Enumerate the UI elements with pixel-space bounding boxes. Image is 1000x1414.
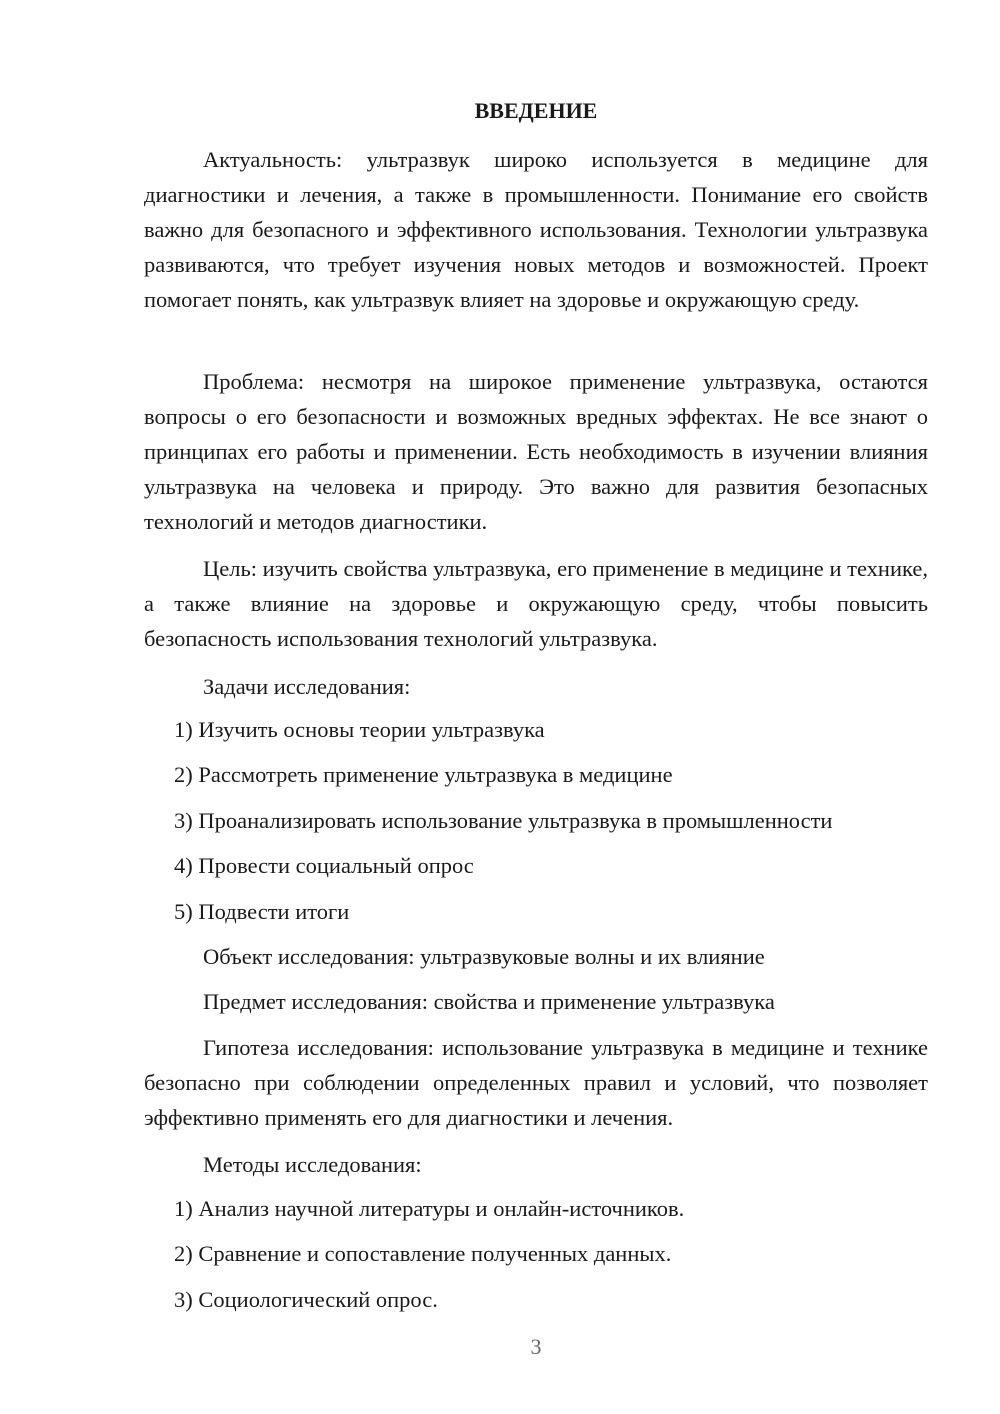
tasks-heading: Задачи исследования:: [203, 674, 411, 699]
problem-paragraph: Проблема: несмотря на широкое применение ультразвука, остаются вопросы о его безопасности и возможных вредных эффектах. Не все знают о принципах его работы и применении. Есть необходимость в изучении влияния ультразвука на человека и природу. Это важно для развития безопасных технологий и методов диагностики.: [144, 369, 928, 534]
methods-heading: Методы исследования:: [203, 1152, 422, 1177]
research-subject: Предмет исследования: свойства и применение ультразвука: [203, 989, 775, 1014]
method-item: 2) Сравнение и сопоставление полученных данных.: [174, 1241, 672, 1266]
relevance-paragraph: Актуальность: ультразвук широко используется в медицине для диагностики и лечения, а также в промышленности. Понимание его свойств важно для безопасного и эффективного использования. Технологии ультразвука развиваются, что требует изучения новых методов и возможностей. Проект помогает понять, как ультразвук влияет на здоровье и окружающую среду.: [144, 147, 928, 312]
section-title: ВВЕДЕНИЕ: [474, 98, 598, 123]
method-item: 1) Анализ научной литературы и онлайн-источников.: [174, 1196, 685, 1221]
task-item: 3) Проанализировать использование ультразвука в промышленности: [174, 808, 833, 833]
task-item: 5) Подвести итоги: [174, 899, 350, 924]
method-item: 3) Социологический опрос.: [174, 1287, 438, 1312]
goal-paragraph: Цель: изучить свойства ультразвука, его применение в медицине и технике, а также влияние на здоровье и окружающую среду, чтобы повысить безопасность использования технологий ультразвука.: [144, 556, 928, 651]
document-page: [144, 0, 928, 1414]
task-item: 1) Изучить основы теории ультразвука: [174, 717, 545, 742]
page-number: 3: [530, 1334, 542, 1359]
task-item: 4) Провести социальный опрос: [174, 853, 474, 878]
task-item: 2) Рассмотреть применение ультразвука в медицине: [174, 762, 673, 787]
research-object: Объект исследования: ультразвуковые волны и их влияние: [203, 944, 765, 969]
hypothesis-paragraph: Гипотеза исследования: использование ультразвука в медицине и технике безопасно при соблюдении определенных правил и условий, что позволяет эффективно применять его для диагностики и лечения.: [144, 1035, 928, 1130]
